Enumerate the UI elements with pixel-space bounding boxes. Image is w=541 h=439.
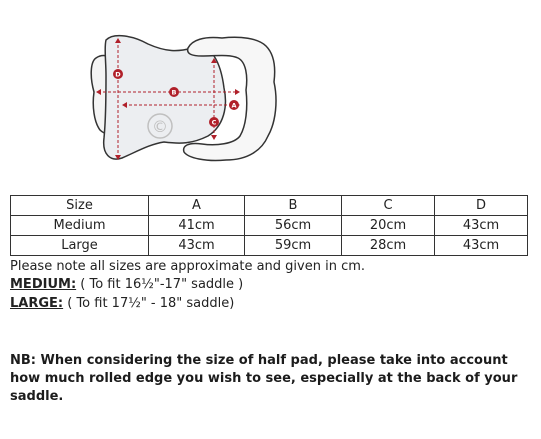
marker-b-label: B — [171, 88, 177, 97]
medium-label: MEDIUM: — [10, 277, 77, 292]
large-label: LARGE: — [10, 296, 64, 311]
header-cell: Size — [11, 196, 149, 216]
table-cell: 43cm — [149, 236, 245, 256]
table-row — [11, 216, 528, 236]
table-cell: 56cm — [245, 216, 342, 236]
table-cell: Large — [11, 236, 149, 256]
table-cell: 59cm — [245, 236, 342, 256]
marker-d-label: D — [115, 70, 121, 79]
nb-note: NB: When considering the size of half pad, please take into account how much rolled edge you wish to see, especially at the back of your saddle. — [10, 353, 518, 404]
table-row — [11, 236, 528, 256]
marker-a — [229, 100, 239, 110]
table-cell: 43cm — [435, 236, 528, 256]
medium-text: ( To fit 16½"-17" saddle ) — [76, 277, 244, 292]
header-cell: B — [245, 196, 342, 216]
medium-note — [10, 277, 243, 292]
table-cell: 28cm — [342, 236, 435, 256]
table-cell: Medium — [11, 216, 149, 236]
size-table — [10, 195, 528, 256]
table-cell: 41cm — [149, 216, 245, 236]
large-note — [10, 296, 234, 311]
header-cell: A — [149, 196, 245, 216]
large-text: ( To fit 17½" - 18" saddle) — [63, 296, 235, 311]
header-cell: D — [435, 196, 528, 216]
approx-note: Please note all sizes are approximate and given in cm. — [10, 259, 366, 274]
table-cell: 20cm — [342, 216, 435, 236]
watermark-glyph: © — [152, 117, 168, 136]
table-header-row — [11, 196, 528, 216]
half-pad-diagram — [88, 26, 288, 166]
marker-d — [113, 69, 123, 79]
marker-b — [169, 87, 179, 97]
marker-a-label: A — [231, 101, 237, 110]
header-cell: C — [342, 196, 435, 216]
marker-c-label: C — [211, 118, 217, 127]
table-cell: 43cm — [435, 216, 528, 236]
marker-c — [209, 117, 219, 127]
